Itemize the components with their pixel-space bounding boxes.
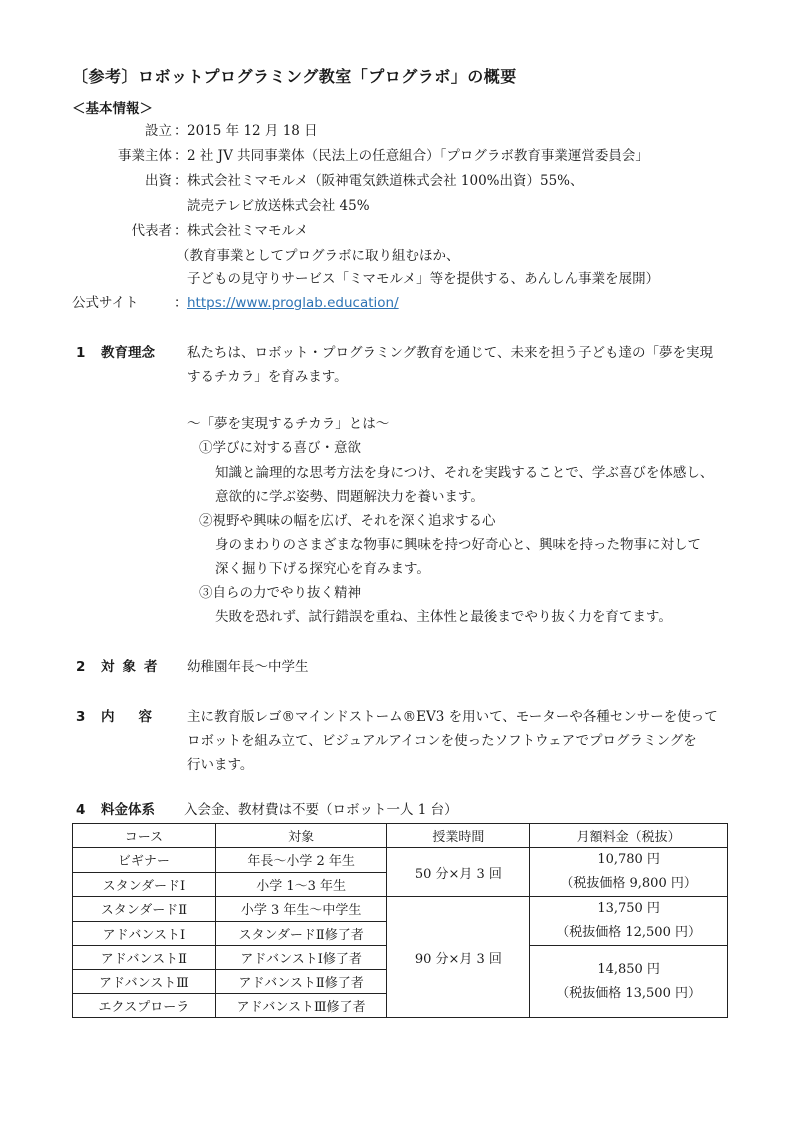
target-cell: アドバンストⅡ修了者	[215, 970, 387, 994]
point-3-title: ③自らの力でやり抜く精神	[199, 585, 361, 601]
point-2-body-line1: 身のまわりのさまざまな物事に興味を持つ好奇心と、興味を持った物事に対して	[215, 537, 701, 553]
price-cell	[530, 897, 728, 946]
label-representative: 代表者	[131, 223, 172, 239]
price-base: （税抜価格 12,500 円）	[556, 925, 701, 940]
fees-note: 入会金、教材費は不要（ロボット一人 1 台）	[184, 802, 458, 818]
price-base: （税抜価格 13,500 円）	[556, 985, 701, 1001]
content-body-line1: 主に教育版レゴ®マインドストーム®EV3 を用いて、モーターや各種センサーを使って	[187, 709, 718, 725]
course-cell: スタンダードⅠ	[73, 872, 216, 897]
table-row	[73, 897, 728, 922]
point-1-body-line1: 知識と論理的な思考方法を身につけ、それを実践することで、学ぶ喜びを体感し、	[215, 465, 714, 481]
label-established: 設立	[145, 123, 172, 139]
price-value: 14,850 円	[597, 961, 660, 977]
page-title: 〔参考〕ロボットプログラミング教室「プログラボ」の概要	[72, 67, 517, 86]
price-cell	[530, 946, 728, 1018]
target-cell: 小学 3 年生～中学生	[215, 897, 387, 922]
value-entity: 2 社 JV 共同事業体（民法上の任意組合）「プログラボ教育事業運営委員会」	[187, 148, 649, 164]
point-1-body-line2: 意欲的に学ぶ姿勢、問題解決力を養います。	[215, 489, 484, 505]
table-header-row	[73, 824, 728, 848]
colon: ：	[174, 295, 188, 311]
content-body-line3: 行います。	[187, 757, 254, 773]
target-cell: 小学 1～3 年生	[215, 872, 387, 897]
colon: ：	[174, 123, 188, 139]
section-title: 教育理念	[101, 345, 155, 361]
section-number: 1	[76, 345, 86, 361]
website-link[interactable]: https://www.proglab.education/	[187, 295, 399, 311]
section-number: 2	[76, 659, 86, 675]
course-cell: ビギナー	[73, 848, 216, 873]
price-base: （税抜価格 9,800 円）	[560, 876, 697, 891]
target-cell: アドバンストⅠ修了者	[215, 946, 387, 970]
colon: ：	[174, 223, 188, 239]
price-value: 13,750 円	[597, 901, 660, 916]
price-cell	[530, 848, 728, 897]
colon: ：	[174, 173, 188, 189]
value-representative-line1: 株式会社ミマモルメ	[187, 223, 309, 239]
section-number: 3	[76, 709, 86, 725]
fee-table	[72, 823, 728, 1018]
table-row	[73, 848, 728, 873]
point-1-title: ①学びに対する喜び・意欲	[199, 440, 361, 456]
section-title: 内容	[101, 709, 176, 725]
time-cell: 50 分×月 3 回	[387, 848, 530, 897]
value-representative-line3: 子どもの見守りサービス「ミマモルメ」等を提供する、あんしん事業を展開）	[187, 271, 660, 287]
section-title: 対象者	[101, 659, 166, 675]
course-cell: アドバンストⅢ	[73, 970, 216, 994]
value-established: 2015 年 12 月 18 日	[187, 123, 318, 139]
target-cell: スタンダードⅡ修了者	[215, 921, 387, 946]
value-representative-line2: （教育事業としてプログラボに取り組むほか、	[176, 248, 460, 264]
value-investment-line1: 株式会社ミマモルメ（阪神電気鉄道株式会社 100%出資）55%、	[187, 173, 584, 189]
point-2-body-line2: 深く掘り下げる探究心を育みます。	[215, 561, 430, 577]
philosophy-subheading: ～「夢を実現するチカラ」とは～	[187, 416, 390, 432]
point-3-body-line1: 失敗を恐れず、試行錯誤を重ね、主体性と最後までやり抜く力を育てます。	[215, 609, 672, 625]
section-title: 料金体系	[101, 802, 155, 818]
header-target: 対象	[215, 824, 387, 848]
header-time: 授業時間	[387, 824, 530, 848]
content-body-line2: ロボットを組み立て、ビジュアルアイコンを使ったソフトウェアでプログラミングを	[187, 733, 697, 749]
philosophy-intro-line1: 私たちは、ロボット・プログラミング教育を通じて、未来を担う子ども達の「夢を実現	[187, 345, 713, 361]
course-cell: エクスプローラ	[73, 994, 216, 1018]
course-cell: アドバンストⅡ	[73, 946, 216, 970]
point-2-title: ②視野や興味の幅を広げ、それを深く追求する心	[199, 513, 496, 529]
label-website: 公式サイト	[72, 295, 139, 311]
basic-info-heading: ＜基本情報＞	[72, 101, 153, 117]
philosophy-intro-line2: するチカラ」を育みます。	[187, 369, 348, 385]
header-course: コース	[73, 824, 216, 848]
label-investment: 出資	[145, 173, 172, 189]
course-cell: アドバンストⅠ	[73, 921, 216, 946]
header-price: 月額料金（税抜）	[530, 824, 728, 848]
value-investment-line2: 読売テレビ放送株式会社 45%	[187, 198, 370, 214]
label-entity: 事業主体	[118, 148, 172, 164]
colon: ：	[174, 148, 188, 164]
course-cell: スタンダードⅡ	[73, 897, 216, 922]
section-number: 4	[76, 802, 86, 818]
time-cell: 90 分×月 3 回	[387, 897, 530, 1018]
price-value: 10,780 円	[597, 852, 660, 867]
target-body: 幼稚園年長～中学生	[187, 659, 309, 675]
target-cell: 年長～小学 2 年生	[215, 848, 387, 873]
target-cell: アドバンストⅢ修了者	[215, 994, 387, 1018]
